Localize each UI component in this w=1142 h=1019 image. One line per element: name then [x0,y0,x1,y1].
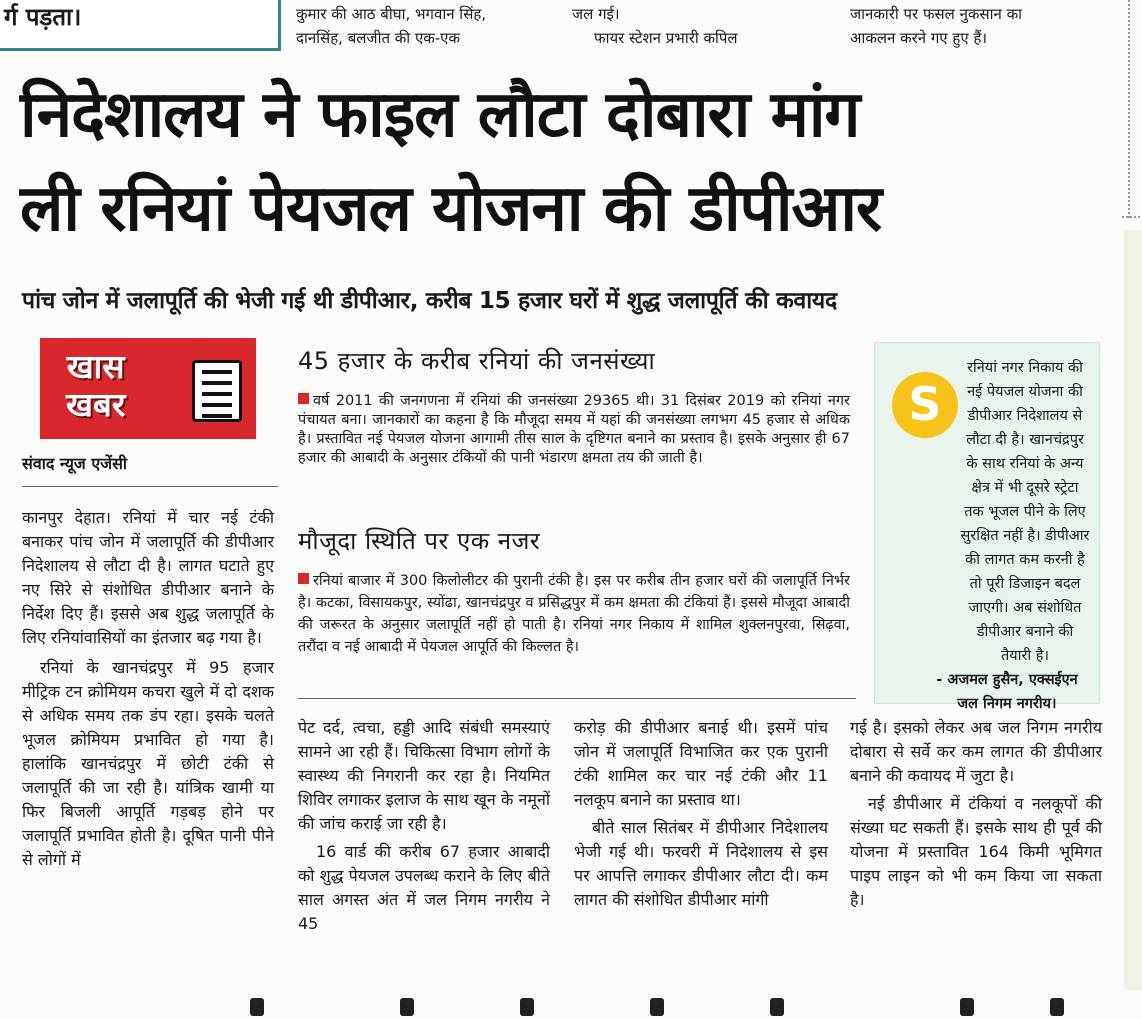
text-line: दानसिंह, बलजीत की एक-एक [296,29,460,47]
section-text-current-status [298,570,850,658]
section-text-population [298,392,850,468]
text-line: जानकारी पर फसल नुकसान का [850,5,1022,23]
column-divider [1128,0,1130,218]
quote-text: रनियां नगर निकाय की नई पेयजल योजना की डीपीआर निदेशालय से लौटा दी है। खानचंद्रपुर के साथ रनियां के अन्य क्षेत्र में भी दूसरे स्ट्रेटा तक भूजल पीने के लिए सुरक्षित नहीं है। डीपीआर की लागत कम करनी है तो पूरी डिजाइन बदल जाएगी। अब संशोधित डीपीआर बनाने की तैयारी है। [960,360,1090,664]
badge-line-2: खबर [66,385,126,424]
article-column-4 [850,716,1102,912]
previous-article-box [0,0,281,51]
paragraph: वर्ष 2011 की जनगणना में रनियां की जनसंख्या 29365 थी। 31 दिसंबर 2019 को रनियां नगर पंचायत बना। जानकारों का कहना है कि मौजूदा समय में यहां की जनसंख्या लगभग 45 हजार से अधिक है। प्रस्तावित नई पेयजल योजना आगामी तीस साल के दृष्टिगत बनाने का प्रस्ताव है। इसके अनुसार ही 67 हजार की आबादी के अनुसार टंकियों की पानी भंडारण क्षमता तय की जाती है। [298,393,850,466]
paragraph: रनियां के खानचंद्रपुर में 95 हजार मीट्रिक टन क्रोमियम कचरा खुले में दो दशक से अधिक समय तक डंप रहा। इसके चलते भूजल क्रोमियम प्रभावित हो गया है। हालांकि खानचंद्रपुर में छोटी टंकी से जलापूर्ति की जा रही है। यांत्रिक खामी या फिर बिजली आपूर्ति गड़बड़ होने पर जलापूर्ति प्रभावित होती है। दूषित पानी पीने से लोगों में [22,658,274,869]
paragraph: नई डीपीआर में टंकियां व नलकूपों की संख्या घट सकती हैं। इसके साथ ही पूर्व की योजना में प्रस्तावित 164 किमी भूमिगत पाइप लाइन को भी कम किया जा सकता है। [850,794,1102,909]
previous-article-column-4 [850,2,1102,50]
previous-article-column-3 [572,2,828,50]
article-column-2 [298,716,550,936]
bullet-icon [298,393,309,404]
text-line: आकलन करने गए हुए हैं। [850,29,988,47]
next-headline-fragment [0,996,1142,1019]
paragraph: गई है। इसको लेकर अब जल निगम नगरीय दोबारा से सर्वे कर कम लागत की डीपीआर बनाने की कवायद में जुटा है। [850,718,1102,785]
bullet-icon [298,573,309,584]
newspaper-icon [192,360,242,422]
article-column-3 [574,716,828,912]
paragraph: बीते साल सितंबर में डीपीआर निदेशालय भेजी गई थी। फरवरी में निदेशालय से इस पर आपत्ति लगाकर डीपीआर लौटा दी। कम लागत की संशोधित डीपीआर मांगी [574,818,828,909]
divider [22,486,278,487]
khas-khabar-badge [40,338,256,439]
text-line: कुमार की आठ बीघा, भगवान सिंह, [296,5,487,23]
subheadline: पांच जोन में जलापूर्ति की भेजी गई थी डीपीआर, करीब 15 हजार घरों में शुद्ध जलापूर्ति की कवायद [22,288,837,314]
side-strip [1124,230,1142,990]
article-column-1 [22,506,274,872]
paragraph: 16 वार्ड की करीब 67 हजार आबादी को शुद्ध पेयजल उपलब्ध कराने के लिए बीते साल अगस्त अंत में जल निगम नगरीय ने 45 [298,842,550,933]
previous-article-column-2 [296,2,548,50]
paragraph: कानपुर देहात। रनियां में चार नई टंकी बनाकर पांच जोन में जलापूर्ति की डीपीआर निदेशालय से लौटा दी है। लागत घटाते हुए नए सिरे से संशोधित डीपीआर बनाने के निर्देश दिए हैं। इससे अब शुद्ध जलापूर्ति के लिए रनियांवासियों का इंतजार बढ़ गया है। [22,508,274,647]
paragraph: रनियां बाजार में 300 किलोलीटर की पुरानी टंकी है। इस पर करीब तीन हजार घरों की जलापूर्ति निर्भर है। कटका, विसायकपुर, स्योंढा, खानचंद्रपुर व प्रसिद्धपुर में कम क्षमता की टंकियां हैं। इससे मौजूदा आबादी की जरूरत के अनुसार जलापूर्ति नहीं हो पाती है। रनियां नगर निकाय में शामिल शुक्लनपुरवा, सिढ़वा, तरौंदा व नई आबादी में पेयजल आपूर्ति की किल्लत है। [298,573,850,655]
previous-article-text: र्ग पड़ता। [4,3,82,31]
badge-text [66,348,125,424]
text-line: जल गई। [572,5,620,23]
agency-byline: संवाद न्यूज एजेंसी [22,454,128,473]
headline [20,68,1120,256]
section-heading-population: 45 हजार के करीब रनियां की जनसंख्या [298,347,656,375]
badge-line-1: खास [66,347,125,386]
paragraph: करोड़ की डीपीआर बनाई थी। इसमें पांच जोन में जलापूर्ति विभाजित कर एक पुरानी टंकी शामिल कर चार नई टंकी और 11 नलकूप बनाने का प्रस्ताव था। [574,718,828,809]
quote-author: - अजमल हुसैन, एक्सईएन जल निगम नगरीय। [936,672,1078,712]
headline-line-2: ली रनियां पेयजल योजना की डीपीआर [20,172,882,246]
headline-line-1: निदेशालय ने फाइल लौटा दोबारा मांग [20,78,860,152]
logo-icon: S [892,372,958,438]
column-divider [1122,216,1140,218]
section-heading-current-status: मौजूदा स्थिति पर एक नजर [298,527,541,555]
divider [298,698,856,699]
text-line: फायर स्टेशन प्रभारी कपिल [594,29,738,47]
paragraph: पेट दर्द, त्वचा, हड्डी आदि संबंधी समस्याएं सामने आ रही हैं। चिकित्सा विभाग लोगों के स्वास्थ्य की निगरानी कर रहा है। नियमित शिविर लगाकर इलाज के साथ खून के नमूनों की जांच कराई जा रही है। [298,718,550,833]
